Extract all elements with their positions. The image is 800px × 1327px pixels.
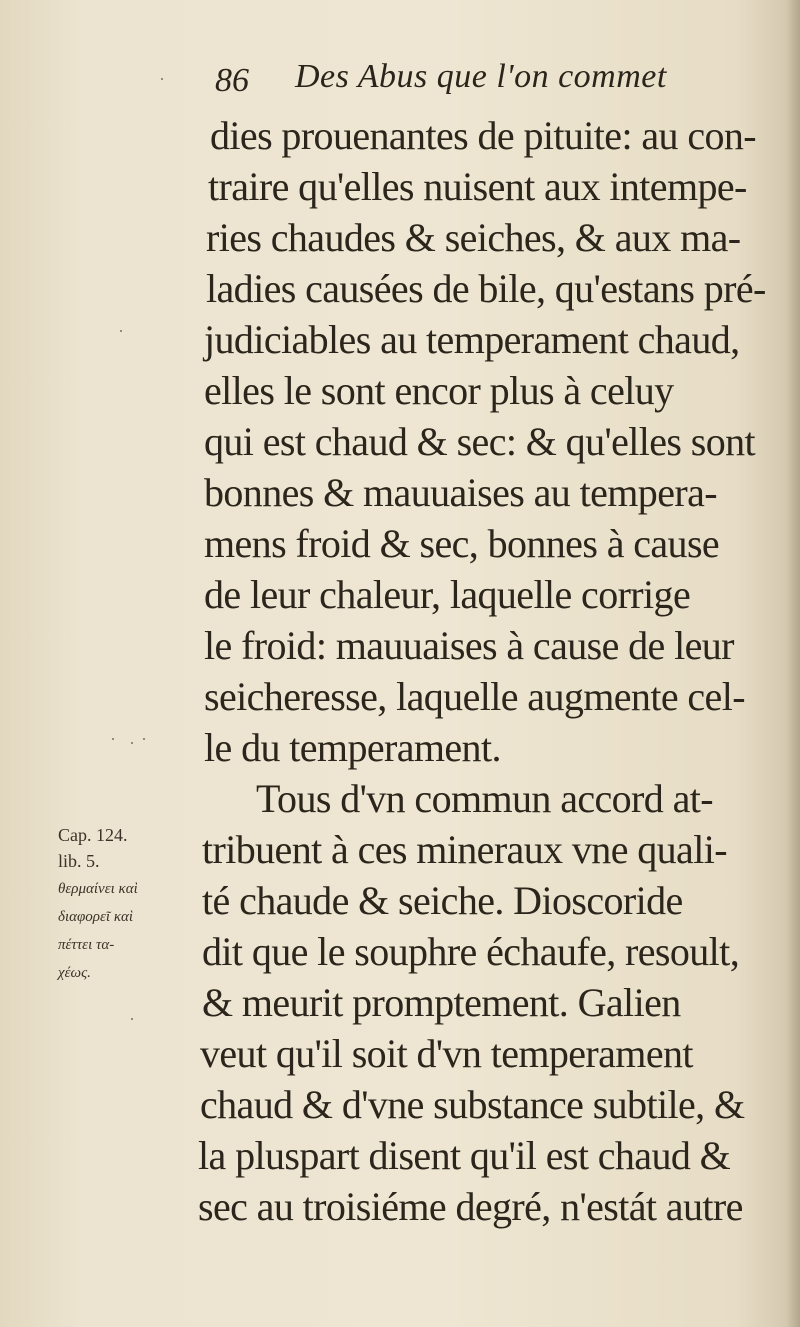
text-line: de leur chaleur, laquelle corrige <box>204 572 691 617</box>
margin-note-greek: διαφορεῖ καὶ <box>58 909 134 925</box>
paper-speck <box>131 1018 133 1020</box>
text-line: sec au troisiéme degré, n'estát autre <box>198 1184 743 1229</box>
text-line: le froid: mauuaises à cause de leur <box>204 623 734 668</box>
margin-note-greek: χέως. <box>58 965 91 981</box>
page-number: 86 <box>215 62 249 99</box>
text-line: tribuent à ces mineraux vne quali- <box>202 827 727 872</box>
paper-speck <box>112 738 114 740</box>
text-line: & meurit promptement. Galien <box>202 980 681 1025</box>
paper-speck <box>161 78 163 80</box>
margin-note-greek: θερμαίνει καὶ <box>58 881 138 897</box>
text-line: mens froid & sec, bonnes à cause <box>204 521 720 566</box>
paper-speck <box>131 742 133 744</box>
running-title: Des Abus que l'on commet <box>295 58 667 95</box>
text-line: qui est chaud & sec: & qu'elles sont <box>204 419 756 464</box>
text-line: elles le sont encor plus à celuy <box>204 368 674 413</box>
text-line: dies prouenantes de pituite: au con- <box>210 113 756 158</box>
paper-speck <box>143 738 145 740</box>
text-line: té chaude & seiche. Dioscoride <box>202 878 683 923</box>
text-line: chaud & d'vne substance subtile, & <box>200 1082 745 1127</box>
text-line: ladies causées de bile, qu'estans pré- <box>206 266 766 311</box>
margin-note-greek: πέττει τα- <box>58 937 115 953</box>
running-header <box>215 58 755 108</box>
text-line: judiciables au temperament chaud, <box>204 317 740 362</box>
text-line: le du temperament. <box>204 725 501 770</box>
text-line: bonnes & mauuaises au tempera- <box>204 470 717 515</box>
text-line: traire qu'elles nuisent aux intempe- <box>208 164 747 209</box>
text-line: veut qu'il soit d'vn temperament <box>200 1031 693 1076</box>
paper-speck <box>120 330 122 332</box>
text-line: dit que le souphre échaufe, resoult, <box>202 929 740 974</box>
text-line: la pluspart disent qu'il est chaud & <box>198 1133 731 1178</box>
margin-note-reference: lib. 5. <box>58 851 100 871</box>
page-edge-shadow <box>786 0 800 1327</box>
text-line: seicheresse, laquelle augmente cel- <box>204 674 745 719</box>
text-line: Tous d'vn commun accord at- <box>256 776 713 821</box>
text-line: ries chaudes & seiches, & aux ma- <box>206 215 741 260</box>
margin-note-reference: Cap. 124. <box>58 825 128 845</box>
